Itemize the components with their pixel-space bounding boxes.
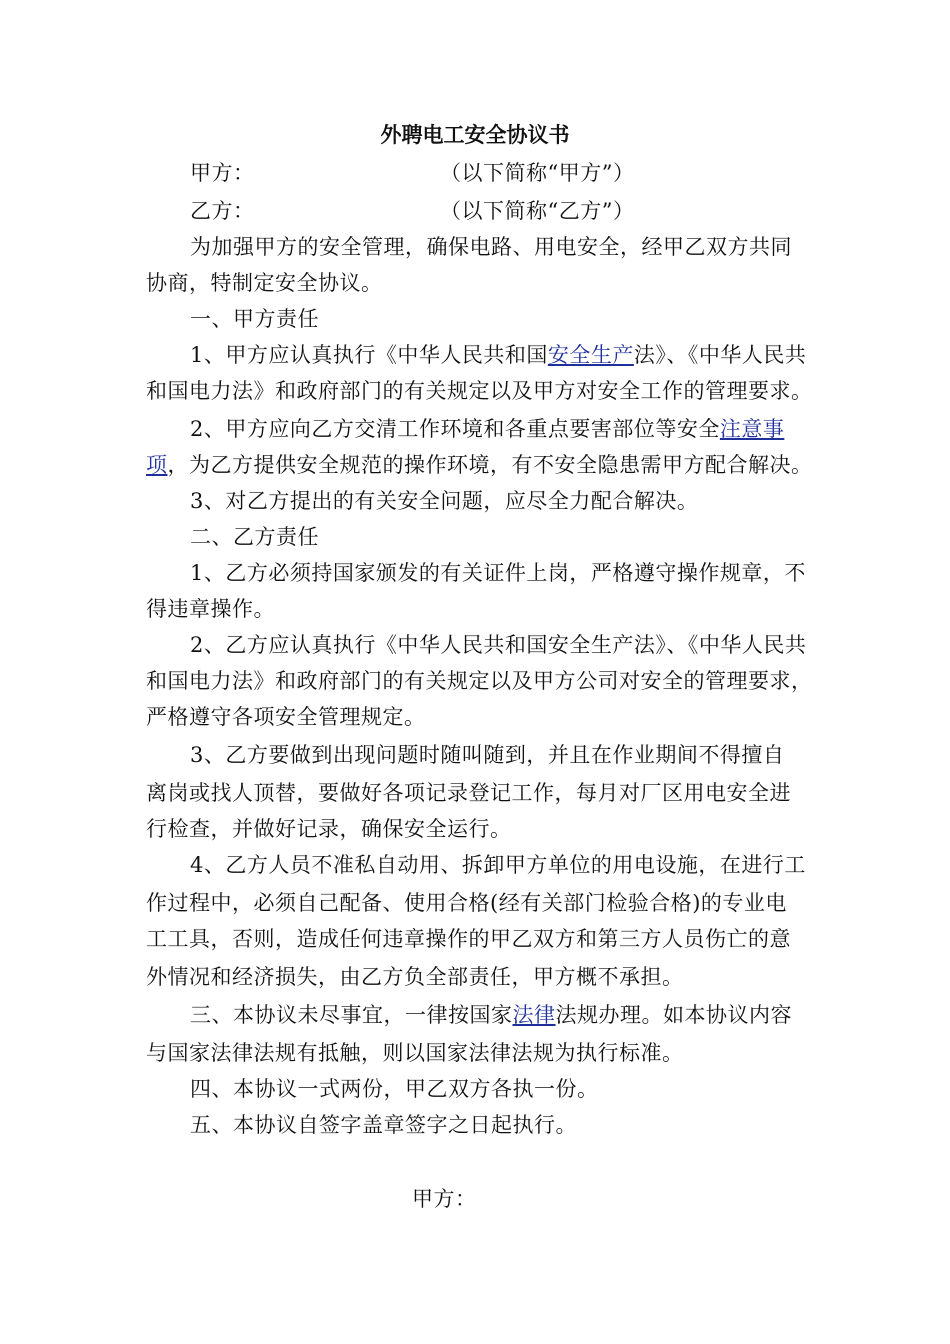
section3-line1 [190, 1000, 792, 1030]
section2-heading: 二、乙方责任 [190, 525, 319, 549]
link-safety-production[interactable]: 安全生产 [547, 343, 634, 367]
party-a-note: （以下简称“甲方”） [440, 161, 635, 185]
section2-item2-line1: 2、乙方应认真执行《中华人民共和国安全生产法》、《中华人民共 [190, 633, 807, 657]
section2-item1-line2: 得违章操作。 [146, 597, 275, 621]
section2-item3-line2: 离岗或找人顶替，要做好各项记录登记工作，每月对厂区用电安全进 [146, 781, 791, 805]
section1-item2-line2 [146, 450, 813, 480]
section3-post: 法规办理。如本协议内容 [555, 1003, 792, 1027]
party-a-line [190, 158, 255, 188]
section2-item2-line3: 严格遵守各项安全管理规定。 [146, 705, 426, 729]
section3-line2: 与国家法律法规有抵触，则以国家法律法规为执行标准。 [146, 1041, 684, 1065]
section2-item4-line3: 工工具，否则，造成任何违章操作的甲乙双方和第三方人员伤亡的意 [146, 927, 791, 951]
section1-item2-pre: 2、甲方应向乙方交清工作环境和各重点要害部位等安全 [190, 417, 720, 441]
section1-item2-line1 [190, 414, 784, 444]
section5: 五、本协议自签字盖章签字之日起执行。 [190, 1113, 577, 1137]
document-title: 外聘电工安全协议书 [380, 122, 570, 147]
section1-item1-pre: 1、甲方应认真执行《中华人民共和国 [190, 343, 548, 367]
intro-line-1: 为加强甲方的安全管理，确保电路、用电安全，经甲乙双方共同 [190, 235, 792, 259]
section2-item3-line1: 3、乙方要做到出现问题时随叫随到，并且在作业期间不得擅自 [190, 743, 785, 767]
section2-item4-line1: 4、乙方人员不准私自动用、拆卸甲方单位的用电设施，在进行工 [190, 853, 806, 877]
section2-item1-line1: 1、乙方必须持国家颁发的有关证件上岗，严格遵守操作规章，不 [190, 561, 806, 585]
link-precautions[interactable]: 注意事 [719, 417, 785, 441]
section1-item3: 3、对乙方提出的有关安全问题，应尽全力配合解决。 [190, 489, 699, 513]
section2-item4-line4: 外情况和经济损失，由乙方负全部责任，甲方概不承担。 [146, 965, 684, 989]
section1-item1-post: 法》、《中华人民共 [633, 343, 807, 367]
section2-item4-line2: 作过程中，必须自己配备、使用合格(经有关部门检验合格)的专业电 [146, 891, 787, 915]
party-b-note: （以下简称“乙方”） [440, 199, 635, 223]
party-a-label: 甲方： [190, 161, 255, 185]
section4: 四、本协议一式两份，甲乙双方各执一份。 [190, 1077, 599, 1101]
party-b-label: 乙方： [190, 199, 255, 223]
section2-item3-line3: 行检查，并做好记录，确保安全运行。 [146, 817, 512, 841]
link-precautions-cont[interactable]: 项 [146, 453, 168, 477]
intro-line-2: 协商，特制定安全协议。 [146, 271, 383, 295]
section1-item2-post: ，为乙方提供安全规范的操作环境，有不安全隐患需甲方配合解决。 [167, 453, 813, 477]
section3-pre: 三、本协议未尽事宜，一律按国家 [190, 1003, 513, 1027]
link-law[interactable]: 法律 [512, 1003, 556, 1027]
section1-heading: 一、甲方责任 [190, 307, 319, 331]
section1-item1-line2: 和国电力法》和政府部门的有关规定以及甲方对安全工作的管理要求。 [146, 379, 813, 403]
section2-item2-line2: 和国电力法》和政府部门的有关规定以及甲方公司对安全的管理要求， [146, 669, 813, 693]
section1-item1-line1 [190, 340, 806, 370]
signature-party-a: 甲方： [412, 1187, 477, 1211]
party-b-line [190, 196, 255, 226]
